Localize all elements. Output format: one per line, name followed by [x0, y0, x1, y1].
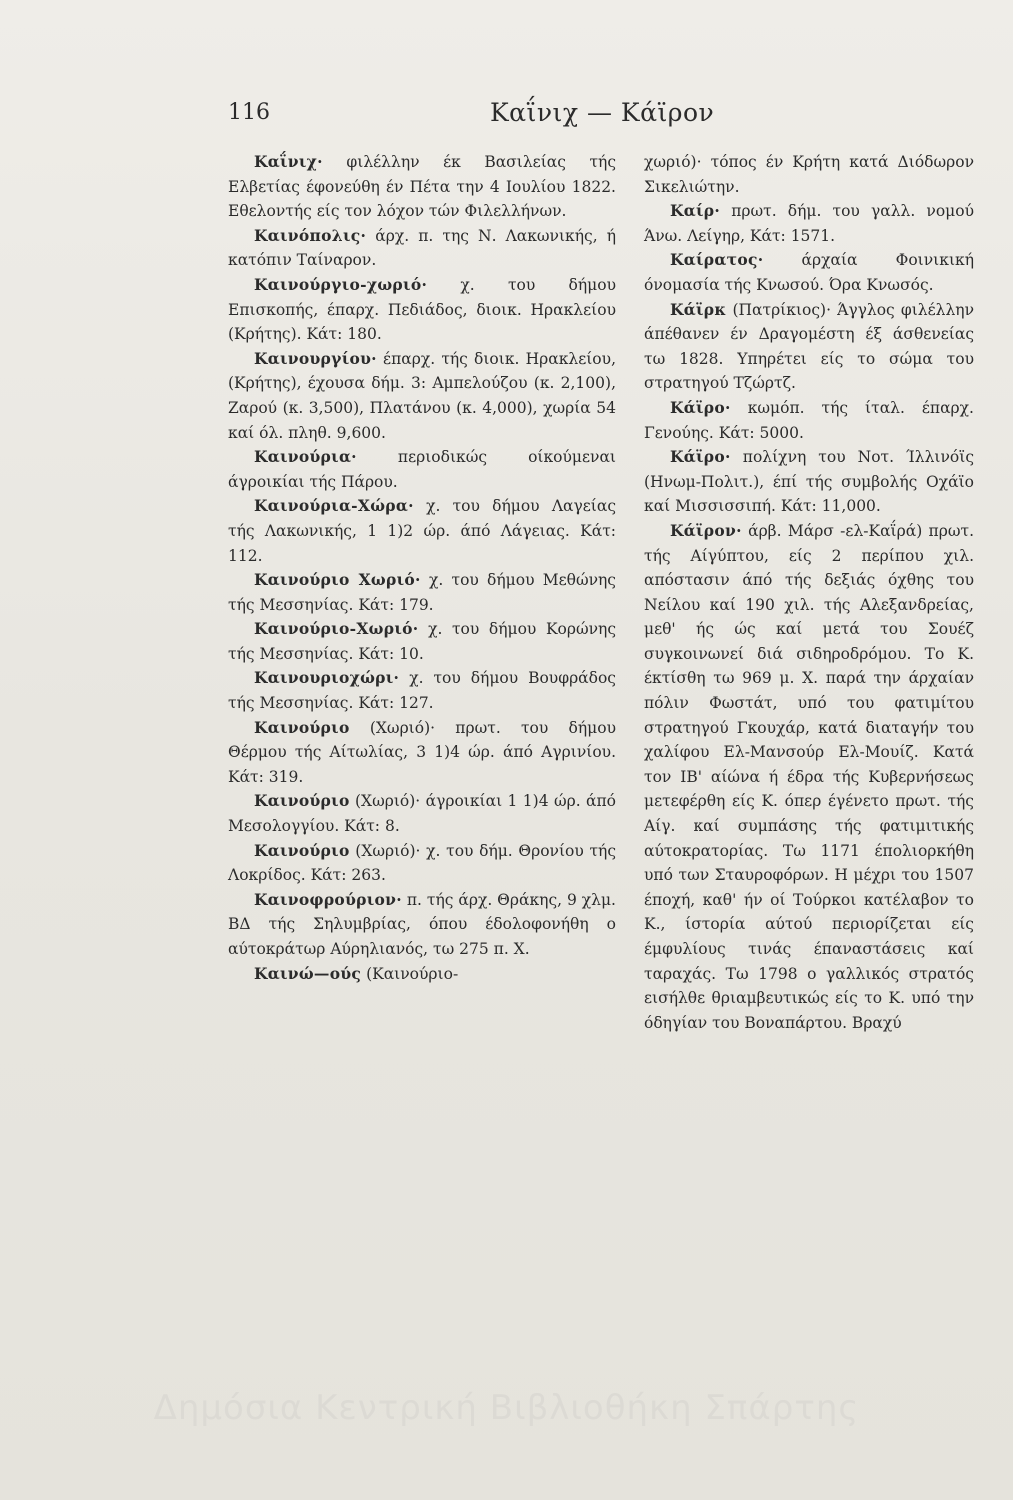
entry-headword: Καίρ·: [670, 201, 721, 221]
library-watermark: Δημόσια Κεντρική Βιβλιοθήκη Σπάρτης: [153, 1388, 860, 1428]
dictionary-entry: [644, 396, 974, 445]
dictionary-entry: [228, 150, 616, 224]
entry-text: χ. του δήμου Επισκοπής, έπαρχ. Πεδιάδος, διοικ. Ηρακλείου (Κρήτης). Κάτ: 180.: [228, 275, 616, 344]
right-column: [644, 150, 974, 1035]
entry-text: άρχ. π. της Ν. Λακωνικής, ή κατόπιν Ταίναρον.: [228, 226, 616, 270]
entry-text: περιοδικώς οίκούμεναι άγροικίαι τής Πάρου.: [228, 448, 616, 491]
dictionary-entry: [644, 298, 974, 396]
entry-headword: Κάϊρο·: [670, 397, 731, 417]
dictionary-entry-continuation: [644, 150, 974, 199]
dictionary-entry: [228, 962, 616, 987]
entry-text: χ. του δήμου Βουφράδος τής Μεσσηνίας. Κάτ: 127.: [228, 669, 616, 713]
entry-text: άρβ. Μάρσ -ελ-Καΐρά) πρωτ. τής Αίγύπτου, είς 2 περίπου χιλ. απόστασιν άπό τής δεξιάς όχθης του Νείλου καί 190 χιλ. τής Αλεξανδρείας, μεθ' ής ώς καί μετά του Σουέζ συγκοινωνεί διά σιδηροδρόμου. Το Κ. έκτίσθη τω 969 μ. Χ. παρά την άρχαίαν πόλιν Φωστάτ, υπό του φατιμίτου στρατηγού Γκουχάρ, κατά διαταγήν του χαλίφου Ελ-Μανσούρ Ελ-Μουίζ. Κατά τον ΙΒ' αίώνα ή έδρα τής Κυβερνήσεως μετεφέρθη είς Κ. όπερ έγένετο πρωτ. τής Αίγ. καί συμπάσης τής φατιμιτικής αύτοκρατορίας. Τω 1171 έπολιορκήθη υπό των Σταυροφόρων. Η μέχρι του 1507 έποχή, καθ' ήν οί Τούρκοι κατέλαβον το Κ., ίστορία αύτού περιορίζεται είς έμφυλίους τινάς έπαναστάσεις καί ταραχάς. Τω 1798 ο γαλλικός στρατός εισήλθε θριαμβευτικώς είς το Κ. υπό την όδηγίαν του Βοναπάρτου. Βραχύ: [644, 521, 974, 1032]
entry-headword: Καινούριο-Χωριό·: [254, 619, 419, 639]
dictionary-entry: [644, 445, 974, 519]
entry-text: κωμόπ. τής ίταλ. έπαρχ. Γενούης. Κάτ: 5000.: [644, 398, 974, 442]
page-header: [228, 100, 893, 140]
dictionary-entry: [228, 347, 616, 445]
dictionary-entry: [228, 666, 616, 715]
entry-text: χ. του δήμου Λαγείας τής Λακωνικής, 1 1)2 ώρ. άπό Λάγειας. Κάτ: 112.: [228, 497, 616, 565]
entry-text: π. τής άρχ. Θράκης, 9 χλμ. ΒΔ τής Σηλυμβρίας, όπου έδολοφονήθη ο αύτοκράτωρ Αύρηλιανός, τω 275 π. Χ.: [228, 890, 616, 958]
dictionary-entry: [228, 888, 616, 962]
entry-text: πολίχνη του Νοτ. Ίλλινόϊς (Ηνωμ-Πολιτ.), έπί τής συμβολής Οχάϊο καί Μισσισσιπή. Κάτ: 11,000.: [644, 448, 974, 516]
entry-text: (Χωριό)· άγροικίαι 1 1)4 ώρ. άπό Μεσολογγίου. Κάτ: 8.: [228, 792, 616, 836]
entry-headword: Κάϊρον·: [670, 520, 742, 540]
entry-headword: Καΐνιχ·: [254, 152, 323, 171]
dictionary-entry: [228, 273, 616, 347]
entry-text: χ. του δήμου Μεθώνης τής Μεσσηνίας. Κάτ: 179.: [228, 571, 616, 614]
entry-headword: Καινούργιο-χωριό·: [254, 274, 428, 294]
dictionary-entry: [228, 568, 616, 617]
dictionary-entry: [228, 494, 616, 568]
entry-headword: Καινοφρούριον·: [254, 889, 402, 909]
entry-text: άρχαία Φοινικική όνομασία τής Κνωσού. Όρα Κνωσός.: [644, 251, 974, 294]
dictionary-entry: [228, 617, 616, 666]
entry-headword: Καινούρια·: [254, 447, 357, 467]
entry-headword: Καινούριο: [254, 840, 350, 860]
dictionary-entry: [644, 248, 974, 297]
entry-text: (Χωριό)· χ. του δήμ. Θρονίου τής Λοκρίδος. Κάτ: 263.: [228, 841, 616, 885]
entry-text: έπαρχ. τής διοικ. Ηρακλείου, (Κρήτης), έχουσα δήμ. 3: Αμπελούζου (κ. 2,100), Ζαρού (κ. 3,500), Πλατάνου (κ. 4,000), χωρία 54 καί όλ. πληθ. 9,600.: [228, 349, 616, 442]
entry-text: (Χωριό)· πρωτ. του δήμου Θέρμου τής Αίτωλίας, 3 1)4 ώρ. άπό Αγρινίου. Κάτ: 319.: [228, 718, 616, 786]
dictionary-entry: [644, 519, 974, 1035]
entry-headword: Καινούρια-Χώρα·: [254, 496, 414, 516]
entry-headword: Καινουριοχώρι·: [254, 668, 400, 688]
entry-text: (Καινούριο-: [361, 964, 459, 983]
entry-headword: Καινούριο: [254, 791, 350, 811]
entry-headword: Καινουργίου·: [254, 348, 377, 368]
entry-text: πρωτ. δήμ. του γαλλ. νομού Άνω. Λείγηρ, Κάτ: 1571.: [644, 202, 974, 245]
entry-headword: Καινώ—ούς: [254, 963, 362, 983]
page-number: 116: [228, 100, 270, 125]
entry-headword: Καινούριο: [254, 717, 350, 737]
entry-text: φιλέλλην έκ Βασιλείας τής Ελβετίας έφονεύθη έν Πέτα την 4 Ιουλίου 1822. Εθελοντής είς τον λόχον τών Φιλελλήνων.: [228, 153, 616, 221]
running-head: Καΐνιχ — Κάϊρον: [490, 98, 715, 127]
left-column: [228, 150, 616, 986]
dictionary-entry: [228, 445, 616, 494]
entry-text: χ. του δήμου Κορώνης τής Μεσσηνίας. Κάτ: 10.: [228, 620, 616, 663]
dictionary-entry: [228, 224, 616, 273]
dictionary-entry: [228, 716, 616, 790]
dictionary-entry: [644, 199, 974, 248]
entry-headword: Κάϊρο·: [670, 447, 731, 467]
entry-text: χωριό)· τόπος έν Κρήτη κατά Διόδωρον Σικελιώτην.: [644, 153, 974, 196]
entry-headword: Κάϊρκ: [670, 299, 727, 319]
dictionary-entry: [228, 789, 616, 838]
entry-headword: Καινούριο Χωριό·: [254, 570, 421, 590]
entry-headword: Καίρατος·: [670, 250, 764, 270]
entry-text: (Πατρίκιος)· Άγγλος φιλέλλην άπέθανεν έν Δραγομέστη έξ άσθενείας τω 1828. Υπηρέτει είς το σώμα του στρατηγού Τζώρτζ.: [644, 300, 974, 393]
entry-headword: Καινόπολις·: [254, 225, 367, 245]
dictionary-entry: [228, 839, 616, 888]
